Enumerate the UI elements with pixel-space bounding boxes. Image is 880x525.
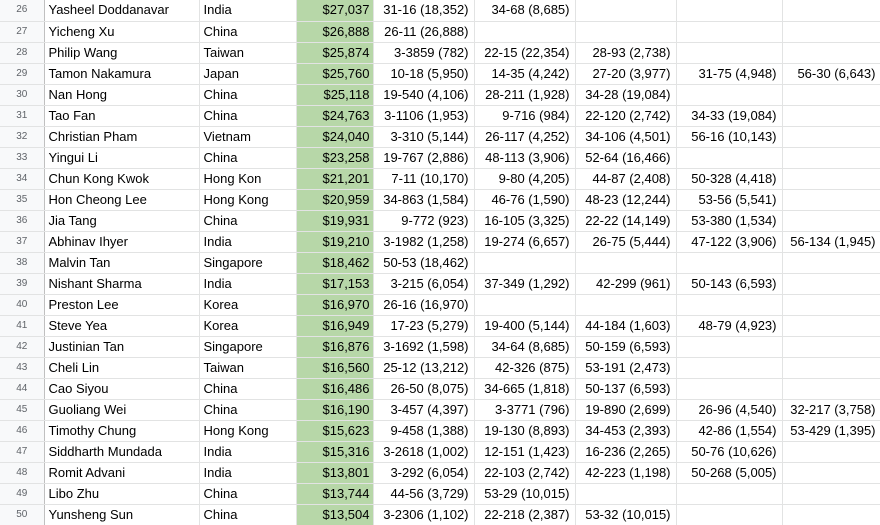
result-cell[interactable]: 34-453 (2,393) (575, 420, 676, 441)
result-cell[interactable] (676, 0, 782, 21)
row-number[interactable]: 46 (0, 420, 44, 441)
result-cell[interactable] (782, 336, 880, 357)
player-name-cell[interactable]: Malvin Tan (44, 252, 199, 273)
row-number[interactable]: 32 (0, 126, 44, 147)
result-cell[interactable]: 42-326 (875) (474, 357, 575, 378)
result-cell[interactable]: 3-310 (5,144) (373, 126, 474, 147)
result-cell[interactable] (575, 252, 676, 273)
player-name-cell[interactable]: Chun Kong Kwok (44, 168, 199, 189)
result-cell[interactable] (474, 21, 575, 42)
player-name-cell[interactable]: Tao Fan (44, 105, 199, 126)
country-cell[interactable]: Hong Kon (199, 168, 296, 189)
result-cell[interactable] (676, 21, 782, 42)
result-cell[interactable] (474, 294, 575, 315)
earnings-cell[interactable]: $18,462 (296, 252, 373, 273)
row-number[interactable]: 47 (0, 441, 44, 462)
result-cell[interactable]: 32-217 (3,758) (782, 399, 880, 420)
result-cell[interactable] (575, 294, 676, 315)
player-name-cell[interactable]: Tamon Nakamura (44, 63, 199, 84)
result-cell[interactable] (782, 189, 880, 210)
table-row[interactable] (0, 483, 880, 504)
result-cell[interactable]: 53-429 (1,395) (782, 420, 880, 441)
player-name-cell[interactable]: Siddharth Mundada (44, 441, 199, 462)
result-cell[interactable] (782, 168, 880, 189)
earnings-cell[interactable]: $16,486 (296, 378, 373, 399)
country-cell[interactable]: India (199, 462, 296, 483)
result-cell[interactable]: 44-87 (2,408) (575, 168, 676, 189)
result-cell[interactable]: 19-767 (2,886) (373, 147, 474, 168)
earnings-cell[interactable]: $16,876 (296, 336, 373, 357)
earnings-cell[interactable]: $16,190 (296, 399, 373, 420)
result-cell[interactable]: 3-215 (6,054) (373, 273, 474, 294)
country-cell[interactable]: China (199, 21, 296, 42)
result-cell[interactable]: 48-113 (3,906) (474, 147, 575, 168)
result-cell[interactable] (782, 378, 880, 399)
player-name-cell[interactable]: Cao Siyou (44, 378, 199, 399)
table-row[interactable] (0, 63, 880, 84)
row-number[interactable]: 43 (0, 357, 44, 378)
result-cell[interactable]: 34-33 (19,084) (676, 105, 782, 126)
result-cell[interactable] (782, 357, 880, 378)
row-number[interactable]: 35 (0, 189, 44, 210)
country-cell[interactable]: Vietnam (199, 126, 296, 147)
result-cell[interactable]: 50-53 (18,462) (373, 252, 474, 273)
result-cell[interactable]: 7-11 (10,170) (373, 168, 474, 189)
result-cell[interactable] (782, 273, 880, 294)
result-cell[interactable]: 52-64 (16,466) (575, 147, 676, 168)
player-name-cell[interactable]: Christian Pham (44, 126, 199, 147)
result-cell[interactable]: 50-76 (10,626) (676, 441, 782, 462)
result-cell[interactable]: 47-122 (3,906) (676, 231, 782, 252)
result-cell[interactable] (782, 504, 880, 525)
earnings-cell[interactable]: $27,037 (296, 0, 373, 21)
table-row[interactable] (0, 378, 880, 399)
result-cell[interactable]: 34-28 (19,084) (575, 84, 676, 105)
table-row[interactable] (0, 21, 880, 42)
result-cell[interactable] (782, 252, 880, 273)
result-cell[interactable]: 50-159 (6,593) (575, 336, 676, 357)
result-cell[interactable] (676, 378, 782, 399)
result-cell[interactable]: 22-218 (2,387) (474, 504, 575, 525)
result-cell[interactable]: 19-130 (8,893) (474, 420, 575, 441)
player-name-cell[interactable]: Yicheng Xu (44, 21, 199, 42)
table-row[interactable] (0, 126, 880, 147)
table-row[interactable] (0, 252, 880, 273)
result-cell[interactable]: 48-79 (4,923) (676, 315, 782, 336)
table-row[interactable] (0, 294, 880, 315)
table-row[interactable] (0, 168, 880, 189)
result-cell[interactable]: 3-3771 (796) (474, 399, 575, 420)
table-row[interactable] (0, 357, 880, 378)
table-row[interactable] (0, 462, 880, 483)
table-row[interactable] (0, 84, 880, 105)
result-cell[interactable]: 9-772 (923) (373, 210, 474, 231)
row-number[interactable]: 41 (0, 315, 44, 336)
result-cell[interactable] (575, 0, 676, 21)
result-cell[interactable] (676, 294, 782, 315)
result-cell[interactable]: 22-120 (2,742) (575, 105, 676, 126)
result-cell[interactable]: 22-103 (2,742) (474, 462, 575, 483)
player-name-cell[interactable]: Preston Lee (44, 294, 199, 315)
result-cell[interactable]: 42-299 (961) (575, 273, 676, 294)
result-cell[interactable]: 28-93 (2,738) (575, 42, 676, 63)
result-cell[interactable]: 50-137 (6,593) (575, 378, 676, 399)
row-number[interactable]: 50 (0, 504, 44, 525)
row-number[interactable]: 38 (0, 252, 44, 273)
result-cell[interactable]: 50-268 (5,005) (676, 462, 782, 483)
result-cell[interactable] (676, 147, 782, 168)
result-cell[interactable]: 3-1692 (1,598) (373, 336, 474, 357)
table-row[interactable] (0, 42, 880, 63)
result-cell[interactable]: 37-349 (1,292) (474, 273, 575, 294)
result-cell[interactable]: 42-86 (1,554) (676, 420, 782, 441)
earnings-cell[interactable]: $21,201 (296, 168, 373, 189)
table-row[interactable] (0, 147, 880, 168)
result-cell[interactable] (676, 483, 782, 504)
player-name-cell[interactable]: Timothy Chung (44, 420, 199, 441)
result-cell[interactable]: 9-458 (1,388) (373, 420, 474, 441)
table-row[interactable] (0, 504, 880, 525)
result-cell[interactable]: 12-151 (1,423) (474, 441, 575, 462)
result-cell[interactable]: 16-236 (2,265) (575, 441, 676, 462)
earnings-cell[interactable]: $25,118 (296, 84, 373, 105)
country-cell[interactable]: China (199, 84, 296, 105)
result-cell[interactable]: 26-117 (4,252) (474, 126, 575, 147)
row-number[interactable]: 37 (0, 231, 44, 252)
country-cell[interactable]: China (199, 378, 296, 399)
player-name-cell[interactable]: Yunsheng Sun (44, 504, 199, 525)
earnings-cell[interactable]: $20,959 (296, 189, 373, 210)
player-name-cell[interactable]: Abhinav Ihyer (44, 231, 199, 252)
result-cell[interactable]: 10-18 (5,950) (373, 63, 474, 84)
result-cell[interactable] (782, 462, 880, 483)
result-cell[interactable]: 26-75 (5,444) (575, 231, 676, 252)
country-cell[interactable]: Taiwan (199, 357, 296, 378)
result-cell[interactable] (575, 21, 676, 42)
result-cell[interactable]: 50-328 (4,418) (676, 168, 782, 189)
result-cell[interactable]: 26-50 (8,075) (373, 378, 474, 399)
player-name-cell[interactable]: Libo Zhu (44, 483, 199, 504)
result-cell[interactable]: 56-30 (6,643) (782, 63, 880, 84)
earnings-cell[interactable]: $13,504 (296, 504, 373, 525)
result-cell[interactable]: 50-143 (6,593) (676, 273, 782, 294)
earnings-cell[interactable]: $25,874 (296, 42, 373, 63)
table-row[interactable] (0, 231, 880, 252)
result-cell[interactable]: 34-68 (8,685) (474, 0, 575, 21)
result-cell[interactable]: 56-16 (10,143) (676, 126, 782, 147)
result-cell[interactable]: 25-12 (13,212) (373, 357, 474, 378)
result-cell[interactable]: 9-80 (4,205) (474, 168, 575, 189)
player-name-cell[interactable]: Jia Tang (44, 210, 199, 231)
player-name-cell[interactable]: Yingui Li (44, 147, 199, 168)
earnings-cell[interactable]: $24,040 (296, 126, 373, 147)
country-cell[interactable]: China (199, 483, 296, 504)
table-row[interactable] (0, 273, 880, 294)
country-cell[interactable]: Singapore (199, 336, 296, 357)
row-number[interactable]: 30 (0, 84, 44, 105)
result-cell[interactable]: 19-274 (6,657) (474, 231, 575, 252)
result-cell[interactable]: 42-223 (1,198) (575, 462, 676, 483)
country-cell[interactable]: China (199, 147, 296, 168)
result-cell[interactable] (676, 336, 782, 357)
player-name-cell[interactable]: Justinian Tan (44, 336, 199, 357)
country-cell[interactable]: Korea (199, 315, 296, 336)
result-cell[interactable] (782, 126, 880, 147)
country-cell[interactable]: Singapore (199, 252, 296, 273)
player-name-cell[interactable]: Yasheel Doddanavar (44, 0, 199, 21)
result-cell[interactable]: 26-16 (16,970) (373, 294, 474, 315)
row-number[interactable]: 45 (0, 399, 44, 420)
earnings-cell[interactable]: $16,949 (296, 315, 373, 336)
result-cell[interactable] (782, 105, 880, 126)
table-row[interactable] (0, 210, 880, 231)
result-cell[interactable] (782, 147, 880, 168)
earnings-cell[interactable]: $13,744 (296, 483, 373, 504)
player-name-cell[interactable]: Nishant Sharma (44, 273, 199, 294)
result-cell[interactable]: 19-540 (4,106) (373, 84, 474, 105)
earnings-cell[interactable]: $26,888 (296, 21, 373, 42)
result-cell[interactable]: 19-400 (5,144) (474, 315, 575, 336)
result-cell[interactable] (676, 252, 782, 273)
result-cell[interactable] (676, 84, 782, 105)
player-name-cell[interactable]: Guoliang Wei (44, 399, 199, 420)
row-number[interactable]: 40 (0, 294, 44, 315)
result-cell[interactable]: 53-32 (10,015) (575, 504, 676, 525)
result-cell[interactable]: 14-35 (4,242) (474, 63, 575, 84)
row-number[interactable]: 49 (0, 483, 44, 504)
row-number[interactable]: 36 (0, 210, 44, 231)
result-cell[interactable]: 28-211 (1,928) (474, 84, 575, 105)
result-cell[interactable]: 34-64 (8,685) (474, 336, 575, 357)
result-cell[interactable] (676, 42, 782, 63)
player-name-cell[interactable]: Cheli Lin (44, 357, 199, 378)
earnings-cell[interactable]: $17,153 (296, 273, 373, 294)
earnings-cell[interactable]: $19,210 (296, 231, 373, 252)
result-cell[interactable] (782, 315, 880, 336)
country-cell[interactable]: India (199, 0, 296, 21)
earnings-cell[interactable]: $19,931 (296, 210, 373, 231)
result-cell[interactable]: 3-292 (6,054) (373, 462, 474, 483)
result-cell[interactable] (782, 84, 880, 105)
country-cell[interactable]: China (199, 504, 296, 525)
result-cell[interactable] (782, 0, 880, 21)
player-name-cell[interactable]: Steve Yea (44, 315, 199, 336)
result-cell[interactable]: 34-665 (1,818) (474, 378, 575, 399)
result-cell[interactable]: 31-75 (4,948) (676, 63, 782, 84)
result-cell[interactable]: 48-23 (12,244) (575, 189, 676, 210)
row-number[interactable]: 28 (0, 42, 44, 63)
result-cell[interactable] (676, 357, 782, 378)
result-cell[interactable]: 3-2618 (1,002) (373, 441, 474, 462)
result-cell[interactable]: 3-3859 (782) (373, 42, 474, 63)
earnings-cell[interactable]: $23,258 (296, 147, 373, 168)
table-row[interactable] (0, 441, 880, 462)
country-cell[interactable]: Taiwan (199, 42, 296, 63)
result-cell[interactable] (782, 21, 880, 42)
earnings-cell[interactable]: $15,623 (296, 420, 373, 441)
country-cell[interactable]: China (199, 210, 296, 231)
row-number[interactable]: 42 (0, 336, 44, 357)
country-cell[interactable]: India (199, 273, 296, 294)
row-number[interactable]: 44 (0, 378, 44, 399)
country-cell[interactable]: Hong Kong (199, 420, 296, 441)
result-cell[interactable]: 3-457 (4,397) (373, 399, 474, 420)
table-row[interactable] (0, 0, 880, 21)
table-row[interactable] (0, 336, 880, 357)
row-number[interactable]: 31 (0, 105, 44, 126)
result-cell[interactable]: 27-20 (3,977) (575, 63, 676, 84)
result-cell[interactable]: 56-134 (1,945) (782, 231, 880, 252)
country-cell[interactable]: India (199, 231, 296, 252)
result-cell[interactable] (474, 252, 575, 273)
result-cell[interactable]: 46-76 (1,590) (474, 189, 575, 210)
result-cell[interactable] (676, 504, 782, 525)
result-cell[interactable]: 17-23 (5,279) (373, 315, 474, 336)
row-number[interactable]: 26 (0, 0, 44, 21)
row-number[interactable]: 29 (0, 63, 44, 84)
row-number[interactable]: 48 (0, 462, 44, 483)
player-name-cell[interactable]: Nan Hong (44, 84, 199, 105)
result-cell[interactable]: 53-191 (2,473) (575, 357, 676, 378)
table-row[interactable] (0, 189, 880, 210)
earnings-cell[interactable]: $16,970 (296, 294, 373, 315)
result-cell[interactable]: 26-96 (4,540) (676, 399, 782, 420)
result-cell[interactable]: 53-380 (1,534) (676, 210, 782, 231)
result-cell[interactable]: 19-890 (2,699) (575, 399, 676, 420)
result-cell[interactable] (782, 210, 880, 231)
result-cell[interactable]: 53-56 (5,541) (676, 189, 782, 210)
player-name-cell[interactable]: Romit Advani (44, 462, 199, 483)
result-cell[interactable]: 26-11 (26,888) (373, 21, 474, 42)
result-cell[interactable] (575, 483, 676, 504)
earnings-cell[interactable]: $15,316 (296, 441, 373, 462)
result-cell[interactable]: 34-106 (4,501) (575, 126, 676, 147)
country-cell[interactable]: China (199, 399, 296, 420)
result-cell[interactable]: 9-716 (984) (474, 105, 575, 126)
result-cell[interactable]: 34-863 (1,584) (373, 189, 474, 210)
result-cell[interactable]: 31-16 (18,352) (373, 0, 474, 21)
table-row[interactable] (0, 315, 880, 336)
table-row[interactable] (0, 105, 880, 126)
player-name-cell[interactable]: Hon Cheong Lee (44, 189, 199, 210)
result-cell[interactable]: 16-105 (3,325) (474, 210, 575, 231)
table-row[interactable] (0, 420, 880, 441)
result-cell[interactable]: 3-1982 (1,258) (373, 231, 474, 252)
result-cell[interactable]: 44-184 (1,603) (575, 315, 676, 336)
country-cell[interactable]: China (199, 105, 296, 126)
row-number[interactable]: 39 (0, 273, 44, 294)
table-row[interactable] (0, 399, 880, 420)
result-cell[interactable] (782, 483, 880, 504)
result-cell[interactable] (782, 42, 880, 63)
earnings-cell[interactable]: $16,560 (296, 357, 373, 378)
result-cell[interactable] (782, 441, 880, 462)
country-cell[interactable]: Japan (199, 63, 296, 84)
country-cell[interactable]: Korea (199, 294, 296, 315)
country-cell[interactable]: India (199, 441, 296, 462)
result-cell[interactable] (782, 294, 880, 315)
result-cell[interactable]: 53-29 (10,015) (474, 483, 575, 504)
result-cell[interactable]: 22-15 (22,354) (474, 42, 575, 63)
result-cell[interactable]: 22-22 (14,149) (575, 210, 676, 231)
result-cell[interactable]: 3-2306 (1,102) (373, 504, 474, 525)
country-cell[interactable]: Hong Kong (199, 189, 296, 210)
result-cell[interactable]: 3-1106 (1,953) (373, 105, 474, 126)
result-cell[interactable]: 44-56 (3,729) (373, 483, 474, 504)
row-number[interactable]: 33 (0, 147, 44, 168)
row-number[interactable]: 34 (0, 168, 44, 189)
player-name-cell[interactable]: Philip Wang (44, 42, 199, 63)
earnings-cell[interactable]: $13,801 (296, 462, 373, 483)
earnings-cell[interactable]: $24,763 (296, 105, 373, 126)
earnings-cell[interactable]: $25,760 (296, 63, 373, 84)
row-number[interactable]: 27 (0, 21, 44, 42)
